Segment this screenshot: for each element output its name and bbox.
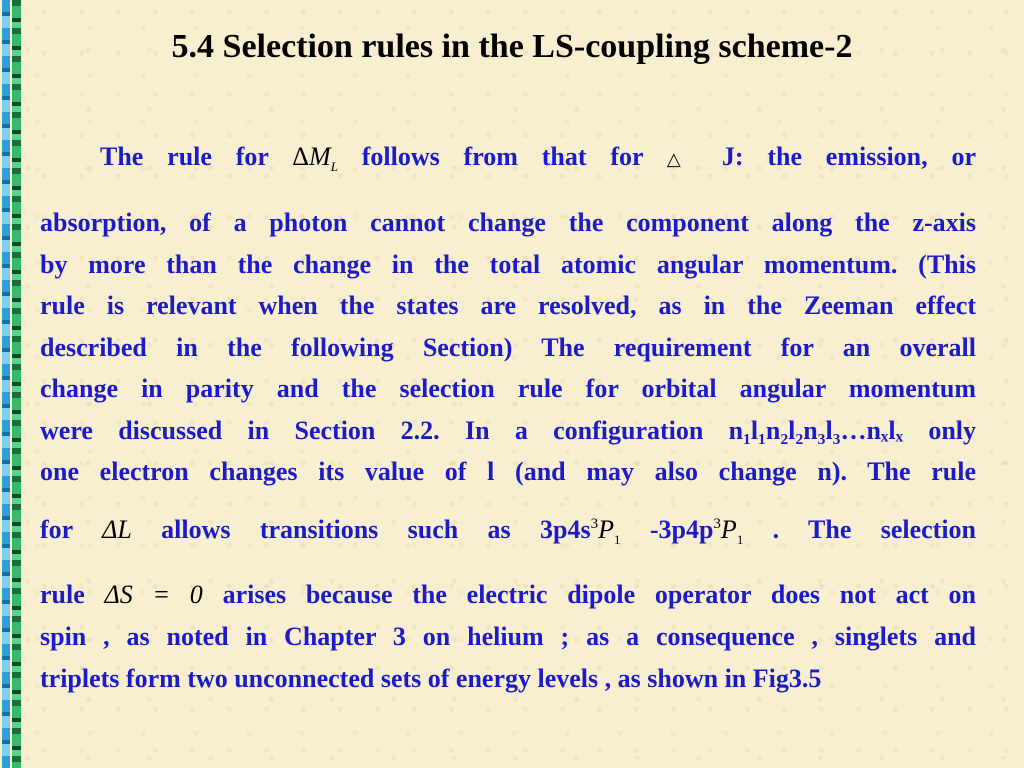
delta-l-symbol: ΔL bbox=[102, 515, 132, 544]
term-symbol-1: $^3P_1$ bbox=[590, 515, 621, 547]
triangle-icon: △ bbox=[666, 149, 699, 169]
text-line-1: The rule for $\Delta M_L$ follows from that for △ J: the emission, or bbox=[100, 142, 976, 174]
text-line-2: absorption, of a photon cannot change the component along the z-axis bbox=[40, 208, 976, 237]
text-line-8: one electron changes its value of l (and may also change n). The rule bbox=[40, 457, 976, 486]
delta-s-equation: ΔS = 0 bbox=[104, 580, 203, 609]
text-line-6: change in parity and the selection rule for orbital angular momentum bbox=[40, 374, 976, 403]
text-line-5: described in the following Section) The requirement for an overall bbox=[40, 333, 976, 362]
term-symbol-2: $^3P_1$ bbox=[713, 515, 744, 547]
configuration-notation: n₁l₁n₂l₂n₃l₃…nₓlₓ bbox=[728, 416, 904, 445]
text-line-9: for ΔL allows transitions such as $3p4s^3P_1$ $-3p4p^3P_1$ . The selection bbox=[40, 515, 977, 547]
text-line-7: were discussed in Section 2.2. In a configuration n₁l₁n₂l₂n₃l₃…nₓlₓ only bbox=[40, 416, 977, 445]
text-line-10: rule ΔS = 0 arises because the electric dipole operator does not act on bbox=[40, 580, 977, 609]
border-stripe-blue bbox=[2, 0, 10, 768]
text-line-12: triplets form two unconnected sets of energy levels , as shown in Fig3.5 bbox=[40, 664, 822, 693]
delta-ml-symbol: $\Delta M_L$ bbox=[292, 142, 338, 174]
text-line-11: spin , as noted in Chapter 3 on helium ; as a consequence , singlets and bbox=[40, 622, 976, 651]
text-line-4: rule is relevant when the states are resolved, as in the Zeeman effect bbox=[40, 291, 976, 320]
left-decorative-border bbox=[0, 0, 24, 768]
border-stripe-green bbox=[12, 0, 21, 768]
slide-title: 5.4 Selection rules in the LS-coupling scheme-2 bbox=[171, 28, 853, 65]
text-line-3: by more than the change in the total atomic angular momentum. (This bbox=[40, 250, 976, 279]
